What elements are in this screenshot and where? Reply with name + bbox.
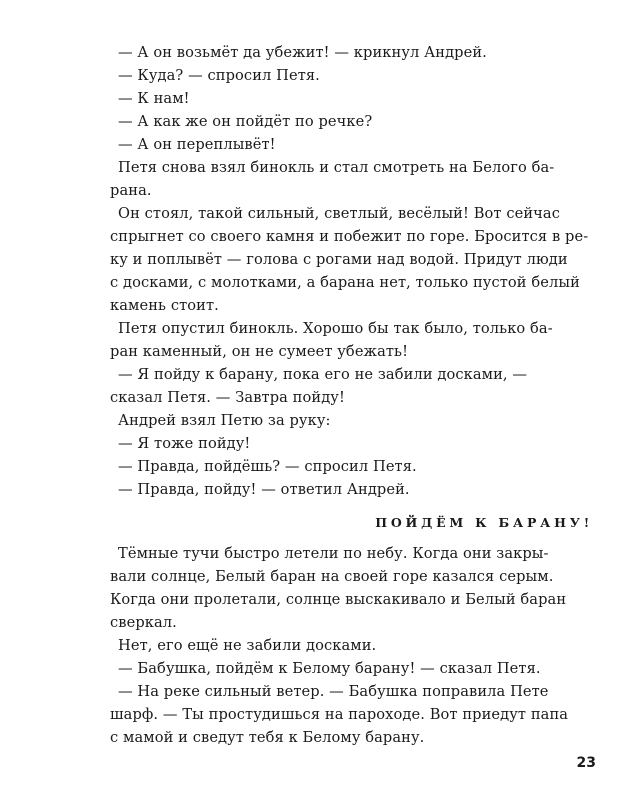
text-line: — На реке сильный ветер. — Бабушка поправила Пете	[118, 683, 549, 700]
text-line: — К нам!	[118, 90, 190, 107]
story-text-bottom	[110, 542, 594, 749]
text-line: Петя опустил бинокль. Хорошо бы так было, только ба-	[118, 320, 553, 337]
section-heading: ПОЙДЁМ К БАРАНУ!	[375, 515, 593, 530]
text-line: камень стоит.	[110, 297, 219, 314]
text-line: ран каменный, он не сумеет убежать!	[110, 343, 409, 360]
text-line: сказал Петя. — Завтра пойду!	[110, 389, 345, 406]
text-line: Тёмные тучи быстро летели по небу. Когда они закры-	[118, 545, 549, 562]
text-line: — Я пойду к барану, пока его не забили досками, —	[118, 366, 528, 383]
text-line: шарф. — Ты простудишься на пароходе. Вот приедут папа	[110, 706, 569, 723]
text-line: ку и поплывёт — голова с рогами над водой. Придут люди	[110, 251, 568, 268]
text-line: Когда они пролетали, солнце выскакивало и Белый баран	[110, 591, 567, 608]
text-line: Нет, его ещё не забили досками.	[118, 637, 377, 654]
text-line: — Правда, пойдёшь? — спросил Петя.	[118, 458, 417, 475]
story-text-top	[110, 41, 594, 501]
text-line: рана.	[110, 182, 152, 199]
text-line: — А он возьмёт да убежит! — крикнул Андрей.	[118, 44, 487, 61]
page-number: 23	[576, 755, 596, 771]
text-line: — Бабушка, пойдём к Белому барану! — сказал Петя.	[118, 660, 541, 677]
text-line: с мамой и сведут тебя к Белому барану.	[110, 729, 425, 746]
text-line: — А как же он пойдёт по речке?	[118, 113, 373, 130]
text-line: вали солнце, Белый баран на своей горе казался серым.	[110, 568, 554, 585]
text-line: Он стоял, такой сильный, светлый, весёлый! Вот сейчас	[118, 205, 560, 222]
text-line: — Я тоже пойду!	[118, 435, 251, 452]
text-line: спрыгнет со своего камня и побежит по горе. Бросится в ре-	[110, 228, 589, 245]
text-line: — Правда, пойду! — ответил Андрей.	[118, 481, 410, 498]
text-line: Петя снова взял бинокль и стал смотреть на Белого ба-	[118, 159, 555, 176]
text-line: с досками, с молотками, а барана нет, только пустой белый	[110, 274, 580, 291]
text-line: — Куда? — спросил Петя.	[118, 67, 320, 84]
text-line: — А он переплывёт!	[118, 136, 276, 153]
text-line: сверкал.	[110, 614, 177, 631]
text-line: Андрей взял Петю за руку:	[118, 412, 331, 429]
